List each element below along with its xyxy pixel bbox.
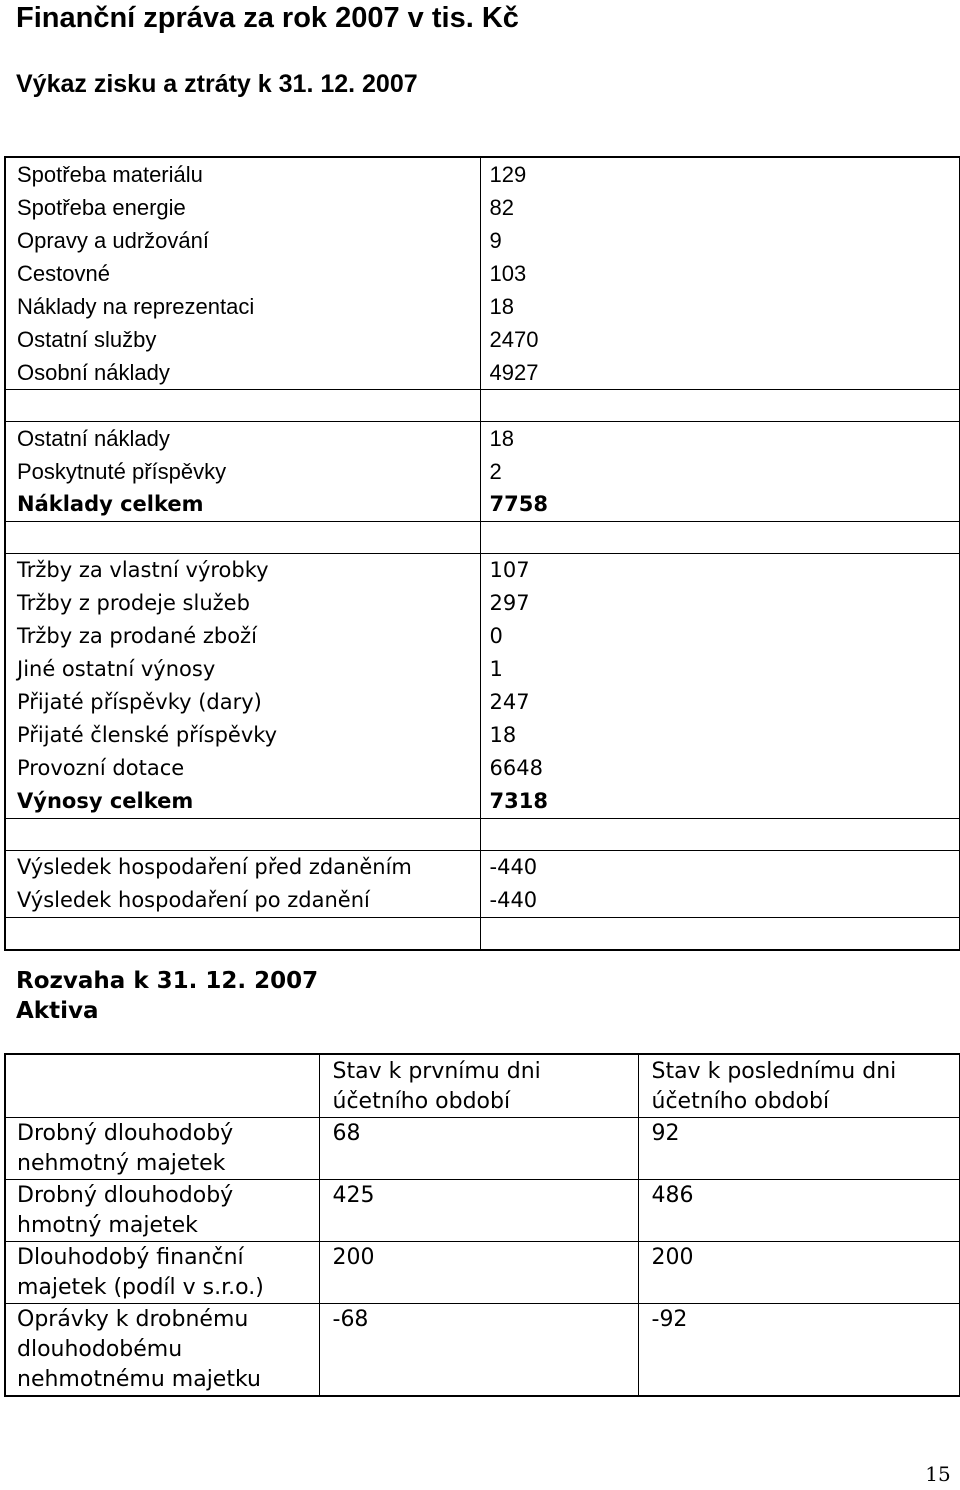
blank-row xyxy=(5,918,960,951)
row-label: Ostatní náklady xyxy=(5,422,480,456)
table-row xyxy=(5,752,960,785)
table-row xyxy=(5,191,960,224)
table-row xyxy=(5,1118,960,1180)
row-label: Přijaté členské příspěvky xyxy=(5,719,480,752)
row-label: Spotřeba materiálu xyxy=(5,157,480,191)
row-label: Tržby za prodané zboží xyxy=(5,620,480,653)
empty-cell xyxy=(480,819,960,851)
table-row xyxy=(5,554,960,588)
asset-end-value: 486 xyxy=(638,1180,960,1242)
row-value: 0 xyxy=(480,620,960,653)
assets-table xyxy=(4,1053,960,1397)
table-row xyxy=(5,686,960,719)
revenues-total-label: Výnosy celkem xyxy=(5,785,480,819)
asset-start-value: 200 xyxy=(319,1242,638,1304)
row-value: 9 xyxy=(480,224,960,257)
row-label: Výsledek hospodaření po zdanění xyxy=(5,884,480,918)
column-header-label xyxy=(5,1054,319,1118)
row-label: Výsledek hospodaření před zdaněním xyxy=(5,851,480,885)
row-value: 247 xyxy=(480,686,960,719)
row-value: 2470 xyxy=(480,323,960,356)
asset-label: Dlouhodobý finanční majetek (podíl v s.r.o.) xyxy=(5,1242,319,1304)
row-value: 6648 xyxy=(480,752,960,785)
column-header-start: Stav k prvnímu dni účetního období xyxy=(319,1054,638,1118)
asset-end-value: -92 xyxy=(638,1304,960,1397)
row-label: Osobní náklady xyxy=(5,356,480,390)
row-label: Poskytnuté příspěvky xyxy=(5,455,480,488)
empty-cell xyxy=(5,522,480,554)
asset-start-value: 68 xyxy=(319,1118,638,1180)
row-value: 18 xyxy=(480,719,960,752)
row-value: 297 xyxy=(480,587,960,620)
blank-row xyxy=(5,522,960,554)
empty-cell xyxy=(480,390,960,422)
table-row xyxy=(5,323,960,356)
row-label: Náklady na reprezentaci xyxy=(5,290,480,323)
row-value: 18 xyxy=(480,422,960,456)
row-label: Tržby z prodeje služeb xyxy=(5,587,480,620)
asset-start-value: 425 xyxy=(319,1180,638,1242)
row-value: 4927 xyxy=(480,356,960,390)
row-label: Cestovné xyxy=(5,257,480,290)
table-row xyxy=(5,455,960,488)
table-row xyxy=(5,356,960,390)
table-row xyxy=(5,422,960,456)
row-value: 103 xyxy=(480,257,960,290)
table-row xyxy=(5,224,960,257)
table-row xyxy=(5,1304,960,1397)
costs-total-label: Náklady celkem xyxy=(5,488,480,522)
profit-loss-table xyxy=(4,156,960,951)
revenues-total-row xyxy=(5,785,960,819)
document-title: Finanční zpráva za rok 2007 v tis. Kč xyxy=(16,2,519,34)
row-value: 82 xyxy=(480,191,960,224)
empty-cell xyxy=(480,522,960,554)
costs-total-value: 7758 xyxy=(480,488,960,522)
row-value: 2 xyxy=(480,455,960,488)
asset-start-value: -68 xyxy=(319,1304,638,1397)
row-value: 129 xyxy=(480,157,960,191)
asset-end-value: 200 xyxy=(638,1242,960,1304)
page-number: 15 xyxy=(925,1462,951,1486)
empty-cell xyxy=(480,918,960,951)
empty-cell xyxy=(5,819,480,851)
row-label: Opravy a udržování xyxy=(5,224,480,257)
row-value: -440 xyxy=(480,884,960,918)
assets-subtitle: Aktiva xyxy=(16,998,99,1024)
asset-label: Drobný dlouhodobý hmotný majetek xyxy=(5,1180,319,1242)
table-row xyxy=(5,719,960,752)
blank-row xyxy=(5,390,960,422)
table-row xyxy=(5,290,960,323)
row-value: 107 xyxy=(480,554,960,588)
empty-cell xyxy=(5,918,480,951)
balance-sheet-title: Rozvaha k 31. 12. 2007 xyxy=(16,968,319,994)
table-row xyxy=(5,653,960,686)
empty-cell xyxy=(5,390,480,422)
table-row xyxy=(5,620,960,653)
row-value: -440 xyxy=(480,851,960,885)
asset-end-value: 92 xyxy=(638,1118,960,1180)
costs-total-row xyxy=(5,488,960,522)
row-label: Tržby za vlastní výrobky xyxy=(5,554,480,588)
asset-label: Oprávky k drobnému dlouhodobému nehmotnému majetku xyxy=(5,1304,319,1397)
table-header-row xyxy=(5,1054,960,1118)
table-row xyxy=(5,1242,960,1304)
row-label: Provozní dotace xyxy=(5,752,480,785)
row-label: Spotřeba energie xyxy=(5,191,480,224)
table-row xyxy=(5,851,960,885)
table-row xyxy=(5,257,960,290)
table-row xyxy=(5,587,960,620)
row-label: Jiné ostatní výnosy xyxy=(5,653,480,686)
row-value: 1 xyxy=(480,653,960,686)
row-label: Ostatní služby xyxy=(5,323,480,356)
asset-label: Drobný dlouhodobý nehmotný majetek xyxy=(5,1118,319,1180)
table-row xyxy=(5,1180,960,1242)
table-row xyxy=(5,884,960,918)
profit-loss-title: Výkaz zisku a ztráty k 31. 12. 2007 xyxy=(16,70,418,98)
row-value: 18 xyxy=(480,290,960,323)
row-label: Přijaté příspěvky (dary) xyxy=(5,686,480,719)
revenues-total-value: 7318 xyxy=(480,785,960,819)
column-header-end: Stav k poslednímu dni účetního období xyxy=(638,1054,960,1118)
blank-row xyxy=(5,819,960,851)
table-row xyxy=(5,157,960,191)
